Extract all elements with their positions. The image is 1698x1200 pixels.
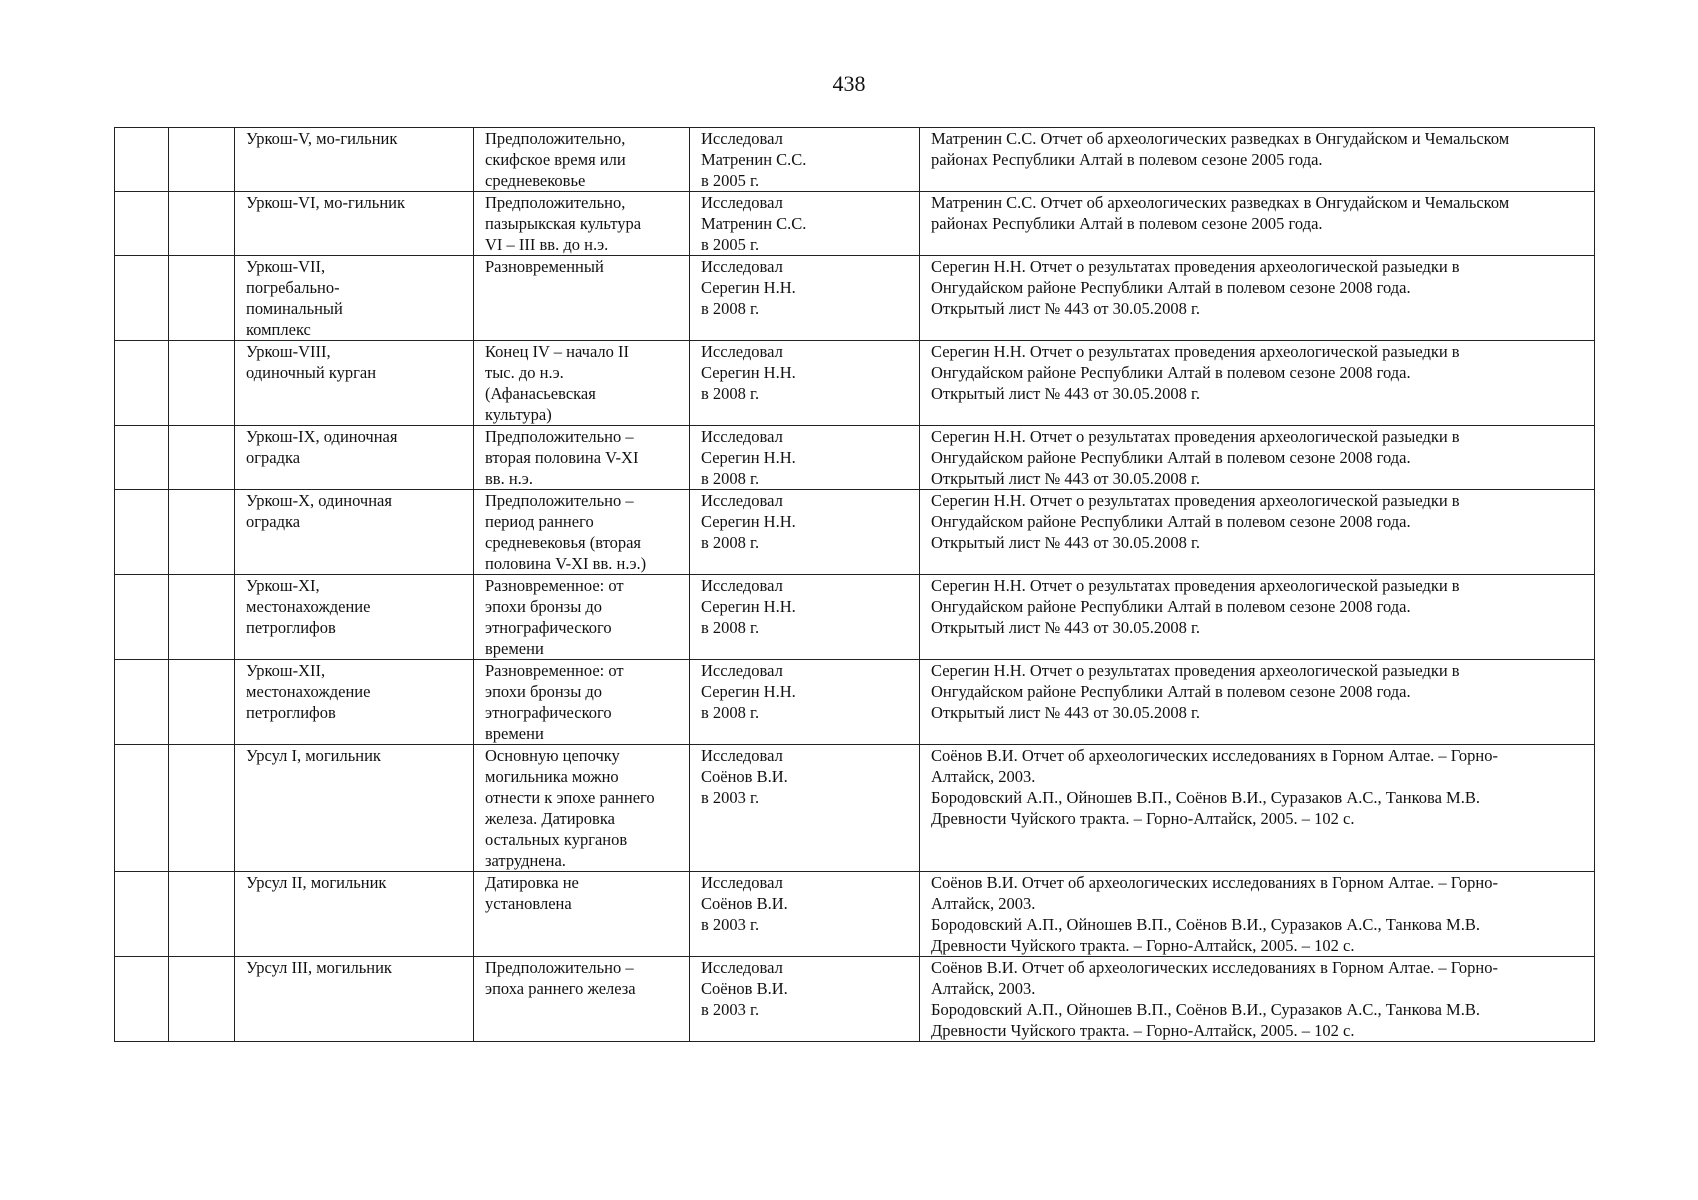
researcher-line: Исследовал [701, 746, 783, 765]
dating-line: Конец IV – начало II [485, 342, 630, 361]
dating-cell [474, 660, 690, 745]
dating-line: эпохи бронзы до [485, 597, 603, 616]
researcher-line: в 2008 г. [701, 384, 760, 403]
number-cell [115, 192, 169, 256]
researcher-line: Исследовал [701, 576, 783, 595]
dating-cell [474, 872, 690, 957]
code-cell [169, 341, 235, 426]
dating-line: Основную цепочку [485, 746, 620, 765]
dating-cell [474, 490, 690, 575]
table-row [115, 128, 1595, 192]
dating-line: период раннего [485, 512, 594, 531]
source-line: Онгудайском районе Республики Алтай в полевом сезоне 2008 года. [931, 597, 1411, 616]
code-cell [169, 745, 235, 872]
dating-line: затруднена. [485, 851, 566, 870]
monument-name-line: Уркош-XI, [246, 576, 320, 595]
researcher-cell [690, 957, 920, 1042]
monuments-table [114, 127, 1595, 1042]
researcher-cell [690, 256, 920, 341]
source-line: Соёнов В.И. Отчет об археологических исследованиях в Горном Алтае. – Горно- [931, 746, 1498, 765]
sources-cell [920, 128, 1595, 192]
researcher-line: в 2005 г. [701, 235, 760, 254]
source-line: Соёнов В.И. Отчет об археологических исследованиях в Горном Алтае. – Горно- [931, 958, 1498, 977]
sources-cell [920, 575, 1595, 660]
monument-name-cell [235, 490, 474, 575]
monument-name-line: Уркош-X, одиночная [246, 491, 392, 510]
sources-cell [920, 745, 1595, 872]
researcher-line: Матренин С.С. [701, 214, 807, 233]
table-row [115, 426, 1595, 490]
monument-name-cell [235, 957, 474, 1042]
source-line: Матренин С.С. Отчет об археологических разведках в Онгудайском и Чемальском [931, 129, 1510, 148]
table-row [115, 660, 1595, 745]
table-row [115, 256, 1595, 341]
number-cell [115, 575, 169, 660]
dating-line: времени [485, 724, 544, 743]
table-row [115, 745, 1595, 872]
researcher-line: в 2008 г. [701, 703, 760, 722]
code-cell [169, 957, 235, 1042]
researcher-line: Серегин Н.Н. [701, 448, 796, 467]
dating-line: эпоха раннего железа [485, 979, 636, 998]
monument-name-line: Урсул II, могильник [246, 873, 387, 892]
researcher-cell [690, 128, 920, 192]
dating-line: Предположительно – [485, 958, 634, 977]
dating-line: VI – III вв. до н.э. [485, 235, 609, 254]
source-line: районах Республики Алтай в полевом сезоне 2005 года. [931, 214, 1323, 233]
source-line: Онгудайском районе Республики Алтай в полевом сезоне 2008 года. [931, 278, 1411, 297]
monument-name-line: местонахождение [246, 682, 371, 701]
table-row [115, 872, 1595, 957]
monument-name-line: оградка [246, 448, 301, 467]
researcher-cell [690, 872, 920, 957]
source-line: Древности Чуйского тракта. – Горно-Алтайск, 2005. – 102 с. [931, 1021, 1355, 1040]
researcher-line: Исследовал [701, 958, 783, 977]
dating-line: скифское время или [485, 150, 626, 169]
dating-line: Предположительно – [485, 491, 634, 510]
monument-name-line: поминальный [246, 299, 343, 318]
table-row [115, 490, 1595, 575]
code-cell [169, 575, 235, 660]
researcher-line: в 2008 г. [701, 469, 760, 488]
table-row [115, 341, 1595, 426]
number-cell [115, 957, 169, 1042]
researcher-cell [690, 490, 920, 575]
monuments-table-body [115, 128, 1595, 1042]
source-line: районах Республики Алтай в полевом сезоне 2005 года. [931, 150, 1323, 169]
researcher-line: Серегин Н.Н. [701, 597, 796, 616]
source-line: Алтайск, 2003. [931, 767, 1036, 786]
source-line: Серегин Н.Н. Отчет о результатах проведения археологической разыедки в [931, 427, 1460, 446]
monument-name-line: петроглифов [246, 703, 336, 722]
code-cell [169, 426, 235, 490]
researcher-cell [690, 426, 920, 490]
code-cell [169, 128, 235, 192]
source-line: Онгудайском районе Республики Алтай в полевом сезоне 2008 года. [931, 682, 1411, 701]
researcher-line: Исследовал [701, 427, 783, 446]
monument-name-line: оградка [246, 512, 301, 531]
researcher-line: Исследовал [701, 661, 783, 680]
dating-line: (Афанасьевская [485, 384, 596, 403]
source-line: Открытый лист № 443 от 30.05.2008 г. [931, 299, 1200, 318]
monument-name-cell [235, 256, 474, 341]
number-cell [115, 341, 169, 426]
researcher-line: в 2008 г. [701, 618, 760, 637]
source-line: Бородовский А.П., Ойношев В.П., Соёнов В.И., Суразаков А.С., Танкова М.В. [931, 788, 1480, 807]
source-line: Открытый лист № 443 от 30.05.2008 г. [931, 533, 1200, 552]
source-line: Открытый лист № 443 от 30.05.2008 г. [931, 384, 1200, 403]
monument-name-line: Урсул III, могильник [246, 958, 392, 977]
monument-name-line: местонахождение [246, 597, 371, 616]
dating-line: вторая половина V-XI [485, 448, 639, 467]
source-line: Алтайск, 2003. [931, 894, 1036, 913]
researcher-line: Серегин Н.Н. [701, 682, 796, 701]
source-line: Открытый лист № 443 от 30.05.2008 г. [931, 469, 1200, 488]
monument-name-cell [235, 872, 474, 957]
researcher-line: Исследовал [701, 873, 783, 892]
researcher-cell [690, 660, 920, 745]
dating-cell [474, 957, 690, 1042]
monument-name-cell [235, 128, 474, 192]
dating-line: этнографического [485, 703, 612, 722]
monument-name-line: Уркош-V, мо-гильник [246, 129, 398, 148]
source-line: Серегин Н.Н. Отчет о результатах проведения археологической разыедки в [931, 661, 1460, 680]
sources-cell [920, 192, 1595, 256]
sources-cell [920, 426, 1595, 490]
researcher-line: Серегин Н.Н. [701, 278, 796, 297]
researcher-cell [690, 192, 920, 256]
dating-line: Разновременный [485, 257, 604, 276]
monument-name-line: Уркош-VII, [246, 257, 326, 276]
dating-line: Предположительно – [485, 427, 634, 446]
dating-line: средневековье [485, 171, 586, 190]
table-row [115, 192, 1595, 256]
dating-line: пазырыкская культура [485, 214, 642, 233]
source-line: Открытый лист № 443 от 30.05.2008 г. [931, 618, 1200, 637]
dating-line: вв. н.э. [485, 469, 533, 488]
researcher-line: Исследовал [701, 129, 783, 148]
code-cell [169, 192, 235, 256]
sources-cell [920, 256, 1595, 341]
dating-line: эпохи бронзы до [485, 682, 603, 701]
number-cell [115, 256, 169, 341]
sources-cell [920, 490, 1595, 575]
researcher-line: в 2008 г. [701, 299, 760, 318]
dating-cell [474, 745, 690, 872]
monument-name-cell [235, 341, 474, 426]
researcher-line: Исследовал [701, 491, 783, 510]
dating-cell [474, 341, 690, 426]
number-cell [115, 128, 169, 192]
source-line: Онгудайском районе Республики Алтай в полевом сезоне 2008 года. [931, 512, 1411, 531]
researcher-cell [690, 575, 920, 660]
source-line: Серегин Н.Н. Отчет о результатах проведения археологической разыедки в [931, 576, 1460, 595]
table-row [115, 575, 1595, 660]
researcher-line: в 2003 г. [701, 1000, 760, 1019]
dating-line: Разновременное: от [485, 576, 624, 595]
code-cell [169, 490, 235, 575]
sources-cell [920, 660, 1595, 745]
monument-name-line: Уркош-VIII, [246, 342, 331, 361]
source-line: Онгудайском районе Республики Алтай в полевом сезоне 2008 года. [931, 363, 1411, 382]
dating-line: половина V-XI вв. н.э.) [485, 554, 647, 573]
source-line: Бородовский А.П., Ойношев В.П., Соёнов В.И., Суразаков А.С., Танкова М.В. [931, 1000, 1480, 1019]
source-line: Открытый лист № 443 от 30.05.2008 г. [931, 703, 1200, 722]
researcher-line: Серегин Н.Н. [701, 363, 796, 382]
researcher-line: в 2008 г. [701, 533, 760, 552]
sources-cell [920, 872, 1595, 957]
code-cell [169, 256, 235, 341]
researcher-line: Исследовал [701, 257, 783, 276]
monument-name-cell [235, 192, 474, 256]
researcher-cell [690, 341, 920, 426]
monument-name-line: Урсул I, могильник [246, 746, 381, 765]
dating-cell [474, 575, 690, 660]
monument-name-cell [235, 745, 474, 872]
dating-cell [474, 192, 690, 256]
source-line: Древности Чуйского тракта. – Горно-Алтайск, 2005. – 102 с. [931, 936, 1355, 955]
researcher-line: в 2005 г. [701, 171, 760, 190]
monument-name-line: Уркош-XII, [246, 661, 326, 680]
monument-name-line: погребально- [246, 278, 340, 297]
researcher-line: Матренин С.С. [701, 150, 807, 169]
dating-line: отнести к эпохе раннего [485, 788, 655, 807]
number-cell [115, 660, 169, 745]
number-cell [115, 745, 169, 872]
monument-name-line: Уркош-IX, одиночная [246, 427, 398, 446]
sources-cell [920, 957, 1595, 1042]
source-line: Онгудайском районе Республики Алтай в полевом сезоне 2008 года. [931, 448, 1411, 467]
researcher-line: Соёнов В.И. [701, 894, 788, 913]
monument-name-line: одиночный курган [246, 363, 377, 382]
monument-name-cell [235, 575, 474, 660]
source-line: Соёнов В.И. Отчет об археологических исследованиях в Горном Алтае. – Горно- [931, 873, 1498, 892]
researcher-line: в 2003 г. [701, 788, 760, 807]
source-line: Алтайск, 2003. [931, 979, 1036, 998]
dating-line: культура) [485, 405, 552, 424]
number-cell [115, 426, 169, 490]
researcher-line: Исследовал [701, 342, 783, 361]
dating-line: Предположительно, [485, 193, 626, 212]
source-line: Древности Чуйского тракта. – Горно-Алтайск, 2005. – 102 с. [931, 809, 1355, 828]
researcher-line: Серегин Н.Н. [701, 512, 796, 531]
source-line: Матренин С.С. Отчет об археологических разведках в Онгудайском и Чемальском [931, 193, 1510, 212]
source-line: Серегин Н.Н. Отчет о результатах проведения археологической разыедки в [931, 257, 1460, 276]
dating-cell [474, 128, 690, 192]
monument-name-cell [235, 426, 474, 490]
dating-line: Предположительно, [485, 129, 626, 148]
researcher-cell [690, 745, 920, 872]
monument-name-line: Уркош-VI, мо-гильник [246, 193, 405, 212]
researcher-line: Соёнов В.И. [701, 767, 788, 786]
code-cell [169, 660, 235, 745]
source-line: Серегин Н.Н. Отчет о результатах проведения археологической разыедки в [931, 342, 1460, 361]
dating-line: Разновременное: от [485, 661, 624, 680]
dating-line: остальных курганов [485, 830, 628, 849]
dating-line: железа. Датировка [485, 809, 615, 828]
monument-name-cell [235, 660, 474, 745]
dating-line: могильника можно [485, 767, 619, 786]
researcher-line: Исследовал [701, 193, 783, 212]
number-cell [115, 872, 169, 957]
source-line: Серегин Н.Н. Отчет о результатах проведения археологической разыедки в [931, 491, 1460, 510]
dating-line: Датировка не [485, 873, 579, 892]
number-cell [115, 490, 169, 575]
page-number: 438 [832, 71, 866, 96]
dating-cell [474, 426, 690, 490]
sources-cell [920, 341, 1595, 426]
researcher-line: Соёнов В.И. [701, 979, 788, 998]
dating-line: установлена [485, 894, 572, 913]
monument-name-line: комплекс [246, 320, 311, 339]
dating-line: тыс. до н.э. [485, 363, 564, 382]
dating-line: этнографического [485, 618, 612, 637]
dating-line: средневековья (вторая [485, 533, 641, 552]
dating-line: времени [485, 639, 544, 658]
researcher-line: в 2003 г. [701, 915, 760, 934]
table-row [115, 957, 1595, 1042]
dating-cell [474, 256, 690, 341]
code-cell [169, 872, 235, 957]
monument-name-line: петроглифов [246, 618, 336, 637]
source-line: Бородовский А.П., Ойношев В.П., Соёнов В.И., Суразаков А.С., Танкова М.В. [931, 915, 1480, 934]
